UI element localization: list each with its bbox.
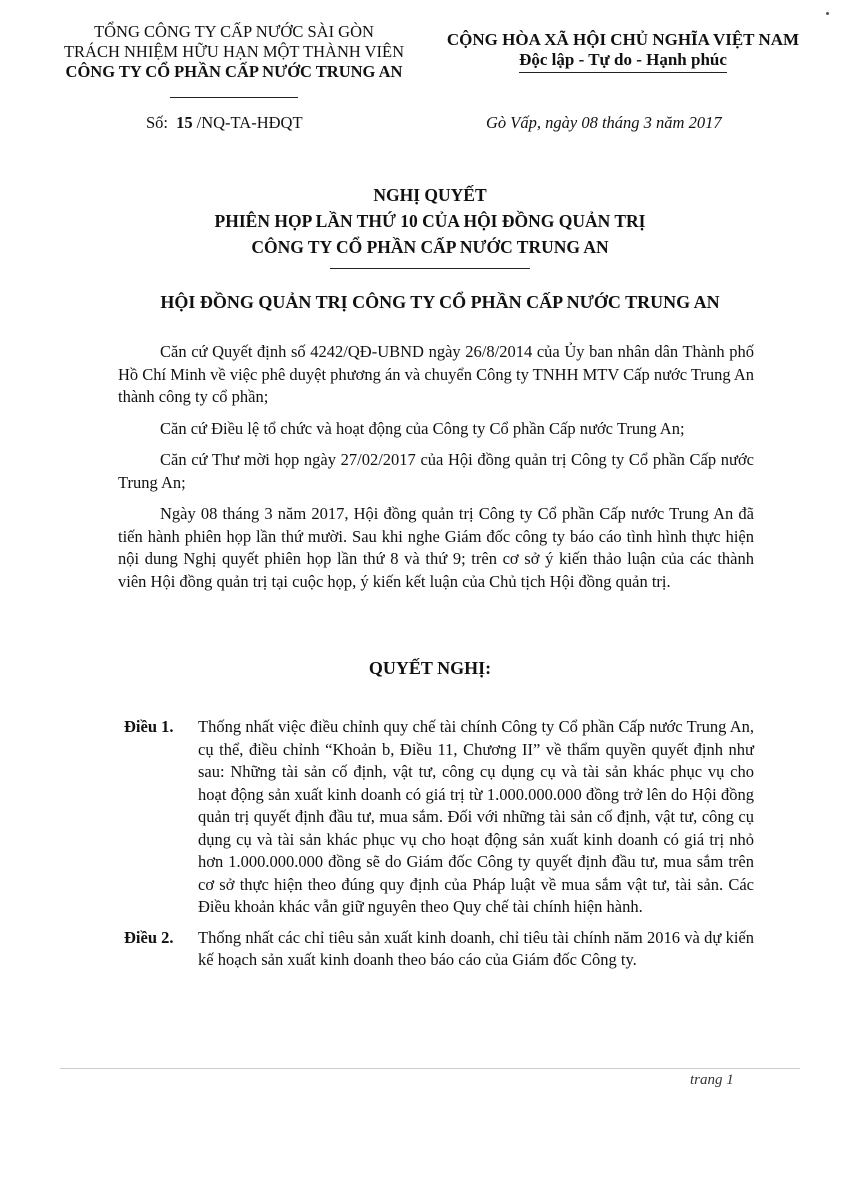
company-name: CÔNG TY CỔ PHẦN CẤP NƯỚC TRUNG AN <box>65 62 403 81</box>
decision-heading: QUYẾT NGHỊ: <box>368 658 492 678</box>
page-number: trang 1 <box>690 1072 734 1088</box>
issuing-council: HỘI ĐỒNG QUẢN TRỊ CÔNG TY CỔ PHẦN CẤP NƯỚC TRUNG AN <box>160 292 720 312</box>
scan-speck <box>826 12 829 15</box>
parent-company-type: TRÁCH NHIỆM HỮU HẠN MỘT THÀNH VIÊN <box>63 42 405 61</box>
article-label: Điều 1. <box>124 717 174 736</box>
national-header <box>436 30 810 73</box>
title-divider <box>330 268 530 269</box>
title-line-2: PHIÊN HỌP LẦN THỨ 10 CỦA HỘI ĐỒNG QUẢN TRỊ <box>214 211 646 231</box>
document-number <box>146 113 303 133</box>
footer-divider <box>60 1068 800 1069</box>
article-item <box>124 927 754 972</box>
article-item <box>124 716 754 919</box>
articles-list <box>124 716 754 980</box>
article-text: Thống nhất các chỉ tiêu sản xuất kinh doanh, chỉ tiêu tài chính năm 2016 và dự kiến kế hoạch sản xuất kinh doanh theo báo cáo của Giám đốc Công ty. <box>198 927 754 969</box>
country-name: CỘNG HÒA XÃ HỘI CHỦ NGHĨA VIỆT NAM <box>446 30 800 49</box>
article-label: Điều 2. <box>124 927 174 947</box>
issuer-block <box>52 22 416 98</box>
basis-paragraph: Căn cứ Quyết định số 4242/QĐ-UBND ngày 26/8/2014 của Ủy ban nhân dân Thành phố Hồ Chí Minh về việc phê duyệt phương án và chuyển Công ty TNHH MTV Cấp nước Trung An thành công ty cổ phần; <box>118 342 755 406</box>
title-line-1: NGHỊ QUYẾT <box>373 185 487 205</box>
parent-company-name: TỔNG CÔNG TY CẤP NƯỚC SÀI GÒN <box>94 22 374 41</box>
basis-paragraph: Căn cứ Thư mời họp ngày 27/02/2017 của Hội đồng quản trị Công ty Cổ phần Cấp nước Trung An; <box>118 450 754 492</box>
doc-number-prefix: Số: <box>146 113 169 132</box>
national-motto: Độc lập - Tự do - Hạnh phúc <box>519 50 727 73</box>
doc-number-value: 15 <box>176 113 193 132</box>
basis-paragraph: Ngày 08 tháng 3 năm 2017, Hội đồng quản trị Công ty Cổ phần Cấp nước Trung An đã tiến hành phiên họp lần thứ mười. Sau khi nghe Giám đốc công ty báo cáo tình hình thực hiện nội dung Nghị quyết phiên họp lần thứ 8 và thứ 9; trên cơ sở ý kiến thảo luận của các thành viên Hội đồng quản trị tại cuộc họp, ý kiến kết luận của Chủ tịch Hội đồng quản trị. <box>118 504 754 591</box>
document-title <box>120 182 740 269</box>
article-text: Thống nhất việc điều chỉnh quy chế tài chính Công ty Cổ phần Cấp nước Trung An, cụ thể, điều chỉnh “Khoản b, Điều 11, Chương II” về thẩm quyền quyết định như sau: Những tài sản cố định, vật tư, công cụ dụng cụ và tài sản khác phục vụ cho hoạt động sản xuất kinh doanh có giá trị từ 1.000.000.000 đồng trở lên do Hội đồng quản trị quyết định đầu tư, mua sắm. Đối với những tài sản cố định, vật tư, công cụ dụng cụ và tài sản khác phục vụ cho hoạt động sản xuất kinh doanh có giá trị nhỏ hơn 1.000.000.000 đồng sẽ do Giám đốc Công ty quyết định đầu tư, mua sắm trên cơ sở thực hiện theo đúng quy định của Pháp luật về mua sắm vật tư, tài sản. Các Điều khoản khác vẫn giữ nguyên theo Quy chế tài chính hiện hành. <box>198 717 754 916</box>
doc-number-suffix: /NQ-TA-HĐQT <box>196 113 303 132</box>
legal-basis <box>118 341 754 602</box>
basis-paragraph: Căn cứ Điều lệ tổ chức và hoạt động của Công ty Cổ phần Cấp nước Trung An; <box>160 418 685 438</box>
issuer-divider <box>170 97 298 98</box>
title-line-3: CÔNG TY CỔ PHẦN CẤP NƯỚC TRUNG AN <box>251 237 609 257</box>
place-and-date: Gò Vấp, ngày 08 tháng 3 năm 2017 <box>486 113 722 132</box>
